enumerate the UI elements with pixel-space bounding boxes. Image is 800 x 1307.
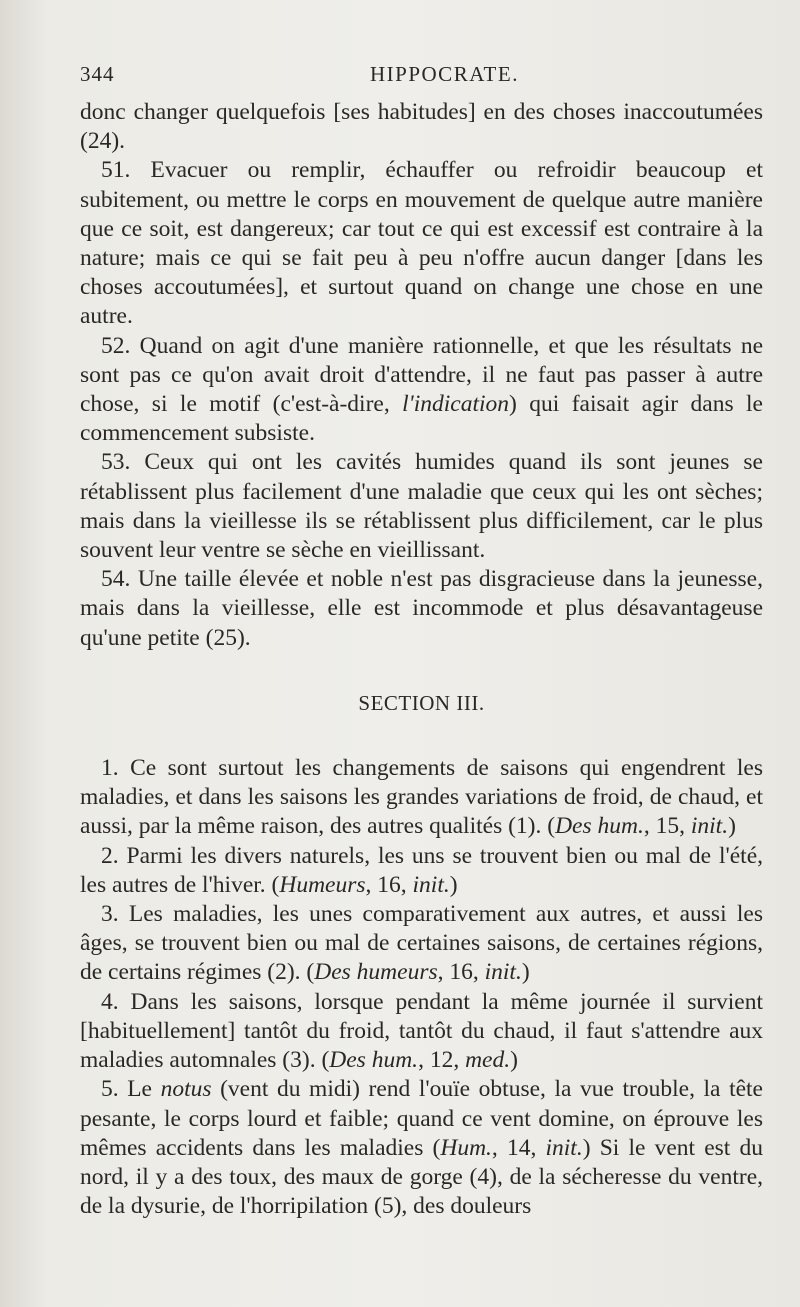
aphorism-51: 51. Evacuer ou remplir, échauffer ou refroidir beaucoup et subitement, ou mettre le corps en mouvement de quelque autre manière que ce soit, est dangereux; car tout ce qui est excessif est contraire à la nature; mais ce qui se fait peu à peu n'offre aucun danger [dans les choses accoutumées], et surtout quand on change une chose en une autre. <box>80 157 763 330</box>
aphorism-4: 4. Dans les saisons, lorsque pendant la même journée il survient [habituellement] tantôt du froid, tantôt du chaud, il faut s'attendre aux maladies automnales (3). (Des hum., 12, med.) <box>80 988 763 1074</box>
aphorism-5: 5. Le notus (vent du midi) rend l'ouïe obtuse, la vue trouble, la tête pesante, le corps lourd et faible; quand ce vent domine, on éprouve les mêmes accidents dans les maladies (Hum., 14, init.) Si le vent est du nord, il y a des toux, des maux de gorge (4), de la sécheresse du ventre, de la dysurie, de l'horripilation (5), des douleurs <box>80 1076 763 1220</box>
body-text <box>80 98 763 1221</box>
aphorism-53: 53. Ceux qui ont les cavités humides quand ils sont jeunes se rétablissent plus facilement d'une maladie que ceux qui les ont sèches; mais dans la vieillesse ils se rétablissent plus difficilement, car le plus souvent leur ventre se sèche en vieillissant. <box>80 449 763 564</box>
aphorism-2: 2. Parmi les divers naturels, les uns se trouvent bien ou mal de l'été, les autres de l'hiver. (Humeurs, 16, init.) <box>80 842 763 898</box>
aphorism-3: 3. Les maladies, les unes comparativement aux autres, et aussi les âges, se trouvent bien ou mal de certaines saisons, de certaines régions, de certains régimes (2). (Des humeurs, 16, init.) <box>80 901 763 986</box>
aphorism-1: 1. Ce sont surtout les changements de saisons qui engendrent les maladies, et dans les saisons les grandes variations de froid, de chaud, et aussi, par la même raison, des autres qualités (1). (Des hum., 15, init.) <box>80 755 763 840</box>
paragraph-continuation: donc changer quelquefois [ses habitudes] en des choses inaccoutumées (24). <box>80 99 763 155</box>
aphorism-52: 52. Quand on agit d'une manière rationnelle, et que les résultats ne sont pas ce qu'on avait droit d'attendre, il ne faut pas passer à autre chose, si le motif (c'est-à-dire, l'indication) qui faisait agir dans le commencement subsiste. <box>80 332 763 447</box>
running-title: HIPPOCRATE. <box>370 62 519 86</box>
page-number: 344 <box>80 62 115 86</box>
running-header <box>80 62 760 90</box>
aphorism-54: 54. Une taille élevée et noble n'est pas disgracieuse dans la jeunesse, mais dans la vieillesse, elle est incommode et plus désavantageuse qu'une petite (25). <box>80 566 763 651</box>
section-title: SECTION III. <box>358 690 485 715</box>
